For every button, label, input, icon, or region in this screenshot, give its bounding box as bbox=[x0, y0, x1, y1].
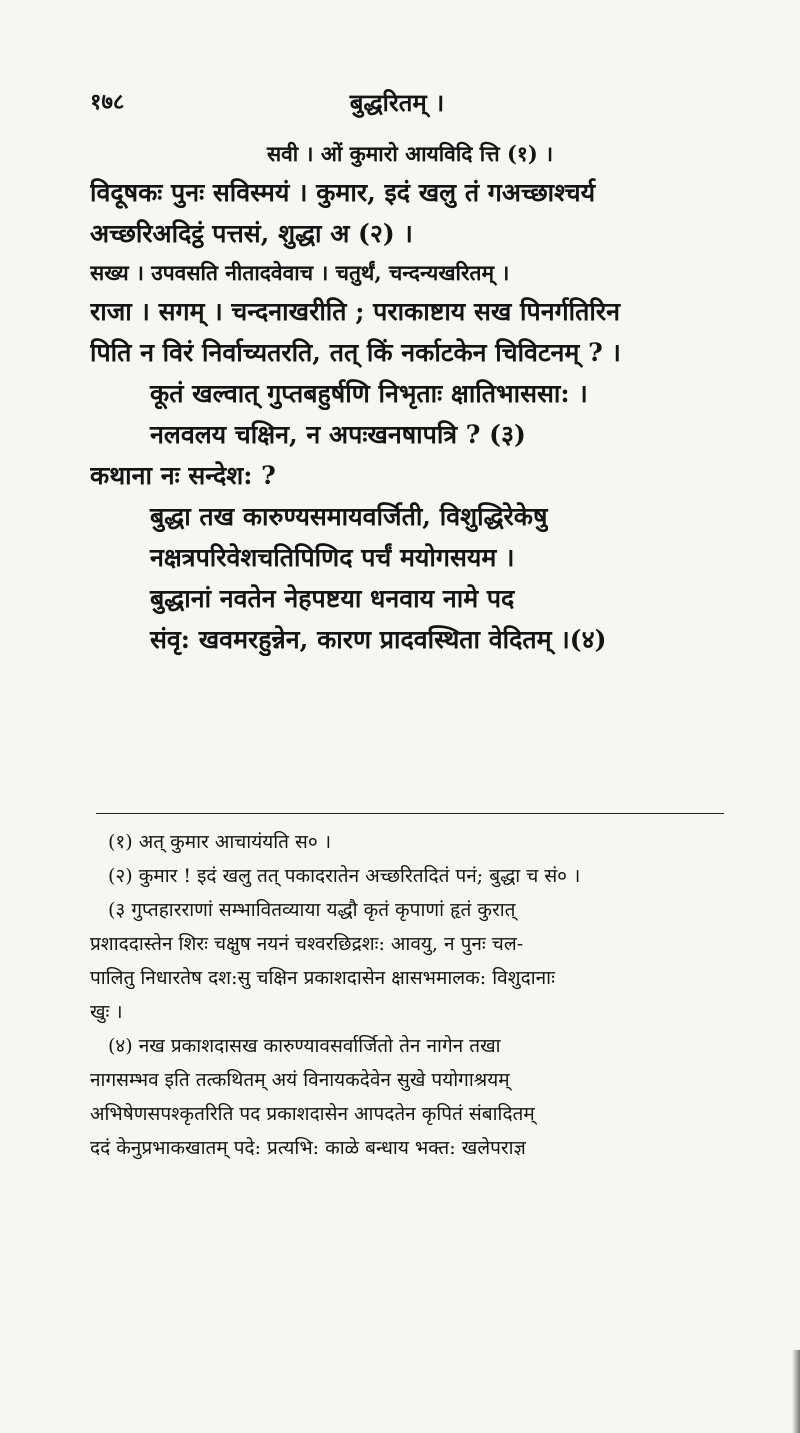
text-line: सख्य । उपवसति नीतादवेवाच । चतुर्थं, चन्दन्यखरितम् । bbox=[90, 260, 510, 285]
text-line: राजा । सगम् । चन्दनाखरीति ; पराकाष्टाय सख पिनर्गतिरिन bbox=[90, 297, 620, 326]
verse-line: नलवलय चक्षिन, न अपःखनषापत्रि ? (३) bbox=[150, 420, 526, 449]
footnote-line: अभिषेणसपश्कृतरिति पद प्रकाशदासेन आपदतेन कृपितं संबादितम् bbox=[90, 1103, 535, 1125]
verse-line: नक्षत्रपरिवेशचतिपिणिद पर्चं मयोगसयम । bbox=[150, 543, 515, 572]
text-line: पिति न विरं निर्वाच्यतरति, तत् किं नर्काटकेन चिविटनम् ? । bbox=[90, 338, 621, 367]
verse-line: बुद्धानां नवतेन नेहपष्टया धनवाय नामे पद bbox=[150, 584, 515, 613]
text-line: अच्छरिअदिट्ठं पत्तसं, शुद्धा अ (२) । bbox=[90, 219, 413, 248]
text-line: सवी । ओं कुमारो आयविदि त्ति (१) । bbox=[266, 141, 554, 166]
footnote-line: नागसम्भव इति तत्कथितम् अयं विनायकदेवेन सुखे पयोगाश्रयम् bbox=[90, 1069, 510, 1091]
footnote-line: (३ गुप्तहारराणां सम्भावितव्याया यद्धौ कृतं कृपाणां हृतं कुरात् bbox=[108, 899, 516, 921]
verse-line: बुद्धा तख कारुण्यसमायवर्जिती, विशुद्धिरेकेषु bbox=[150, 502, 548, 531]
verse-line: संवृ: खवमरहुन्नेन, कारण प्रादवस्थिता वेदितम् ।(४) bbox=[150, 625, 607, 654]
page-edge-shadow bbox=[792, 1350, 800, 1433]
footnote-line: प्रशाददास्तेन शिरः चक्षुष नयनं चश्वरछिद्रशः: आवयु, न पुनः चल- bbox=[90, 933, 524, 955]
verse-line: कूतं खल्वात् गुप्तबहुर्षणि निभृताः क्षातिभाससा: । bbox=[150, 379, 588, 408]
footnote-line: (१) अत् कुमार आचायंयति स० । bbox=[108, 831, 332, 853]
running-title: बुद्धरितम् । bbox=[349, 88, 445, 117]
page-header bbox=[84, 86, 710, 126]
footnote-line: खुः । bbox=[90, 1001, 123, 1023]
footnotes bbox=[90, 828, 730, 1168]
text-line: कथाना नः सन्देश: ? bbox=[90, 461, 276, 490]
text-line: विदूषकः पुनः सविस्मयं । कुमार, इदं खलु तं गअच्छाश्चर्य bbox=[90, 178, 596, 207]
footnote-line: (४) नख प्रकाशदासख कारुण्यावसर्वार्जितो तेन नागेन तखा bbox=[108, 1035, 501, 1057]
footnote-divider bbox=[96, 813, 724, 814]
footnote-line: (२) कुमार ! इदं खलु तत् पकादरातेन अच्छरितदितं पनं; बुद्धा च सं० । bbox=[108, 865, 581, 887]
page-number: १७८ bbox=[90, 89, 125, 115]
main-text bbox=[90, 140, 730, 665]
footnote-line: पालितु निधारतेष दश:सु चक्षिन प्रकाशदासेन क्षासभमालक: विशुदानाः bbox=[90, 967, 555, 989]
footnote-line: ददं केनुप्रभाकखातम् पदे: प्रत्यभि: काळे बन्धाय भक्त: खलेपराज्ञ bbox=[90, 1137, 526, 1159]
